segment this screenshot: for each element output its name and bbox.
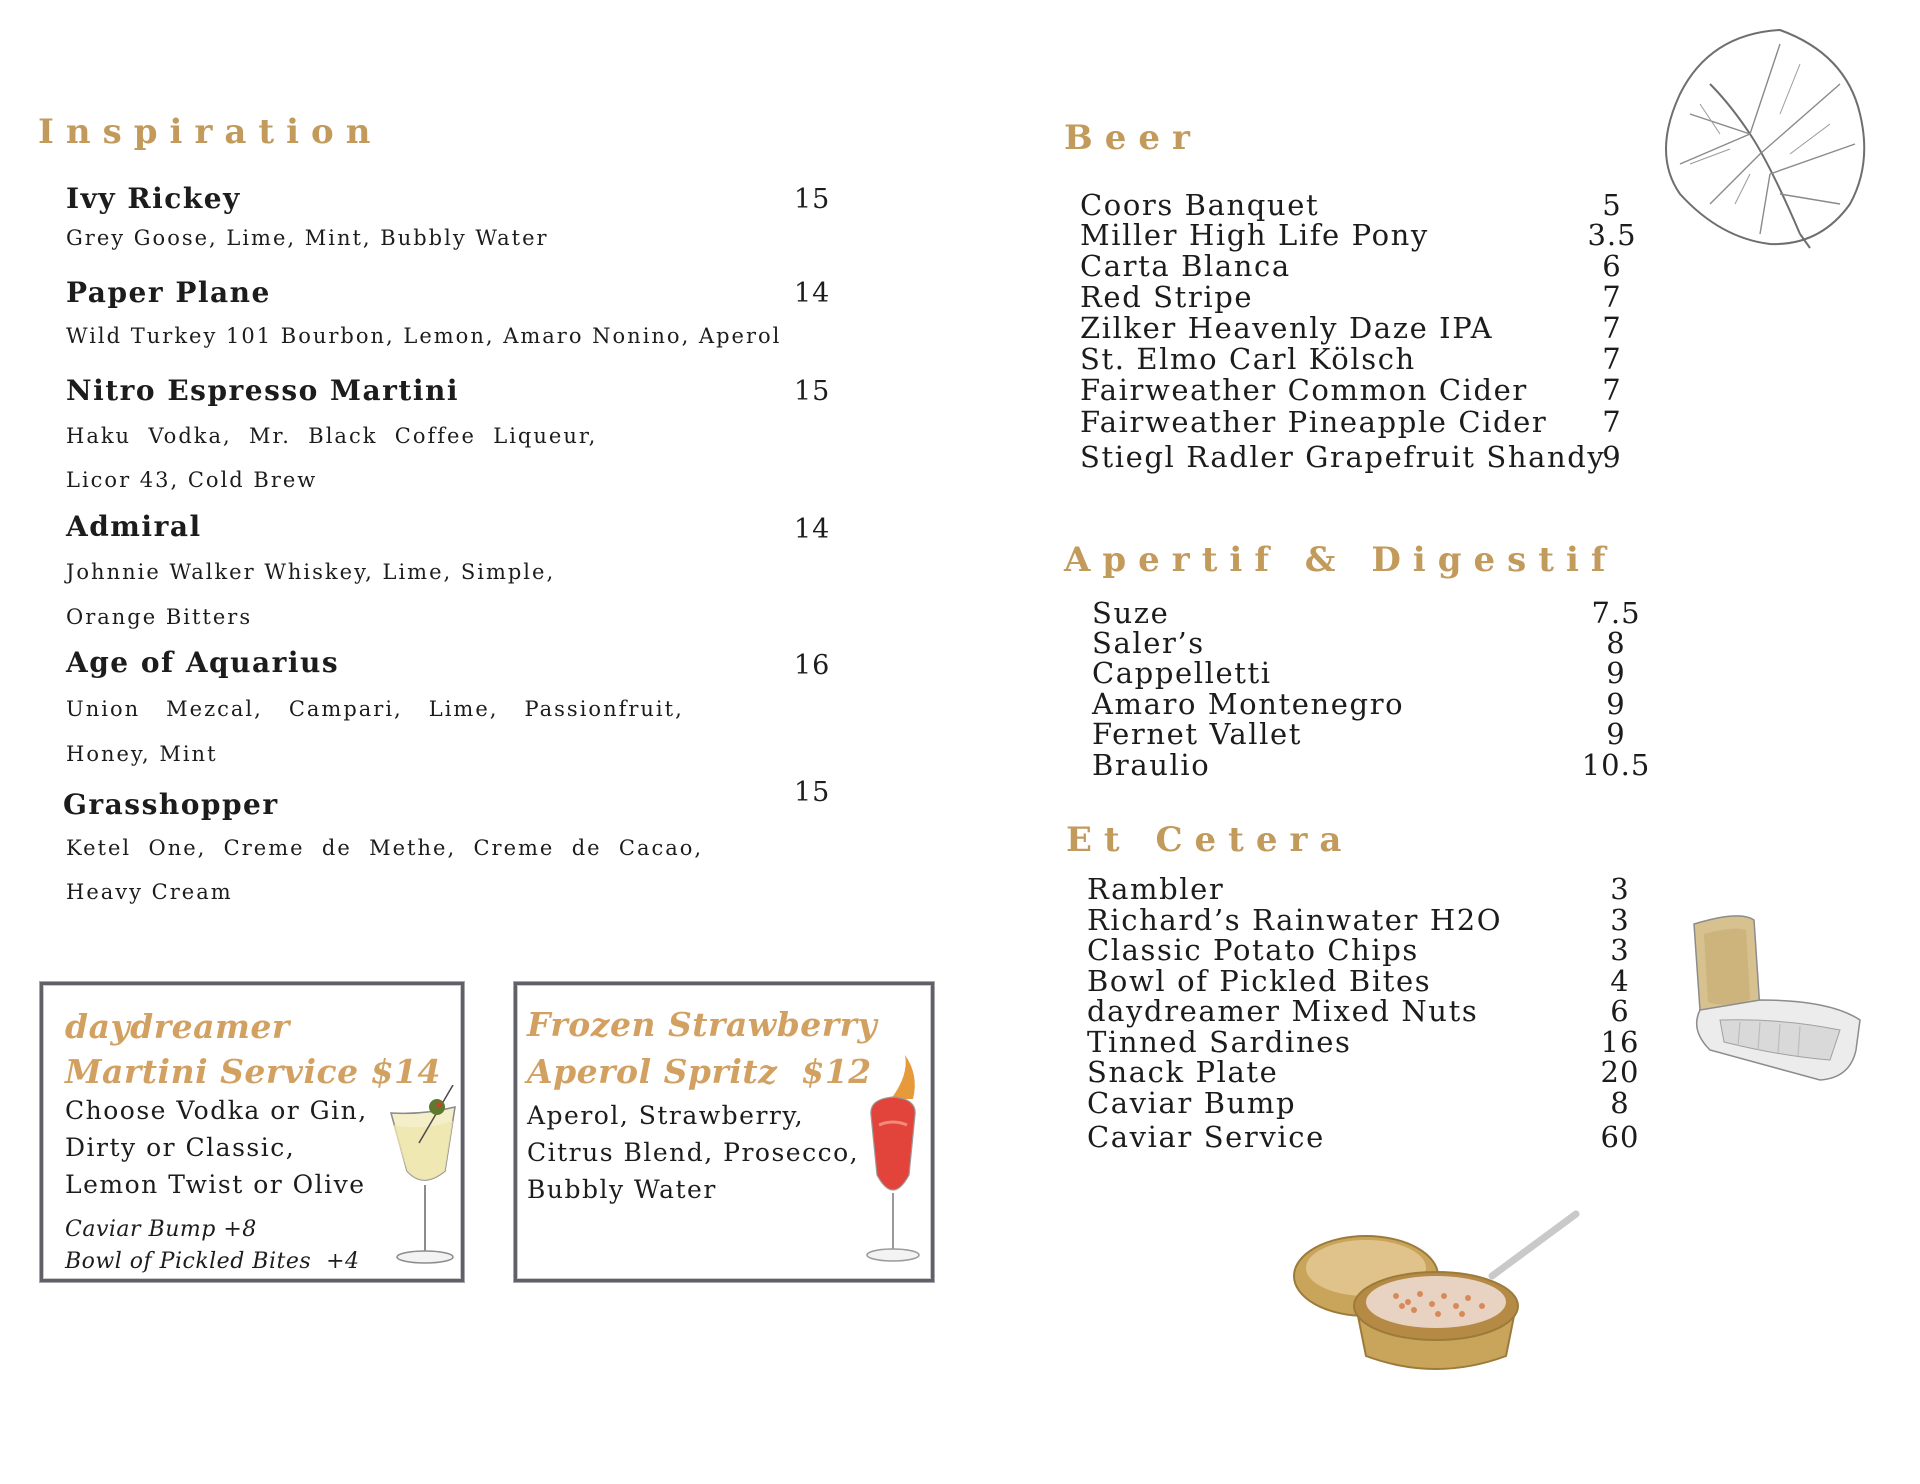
apertif-item-name: Amaro Montenegro bbox=[1092, 687, 1405, 721]
box-title: Aperol Spritz $12 bbox=[527, 1052, 872, 1091]
beer-item-name: Coors Banquet bbox=[1080, 188, 1320, 222]
etcetera-item-name: Richard’s Rainwater H2O bbox=[1087, 903, 1503, 937]
apertif-item-price: 8 bbox=[1606, 626, 1626, 660]
beer-item-name: Red Stripe bbox=[1080, 280, 1254, 314]
cocktail-name: Nitro Espresso Martini bbox=[66, 374, 459, 407]
apertif-item-price: 10.5 bbox=[1581, 748, 1651, 782]
etcetera-item-price: 20 bbox=[1600, 1055, 1640, 1089]
cocktail-description: Licor 43, Cold Brew bbox=[66, 468, 318, 492]
beer-item-price: 7 bbox=[1602, 342, 1622, 376]
sardine-tin-icon bbox=[1680, 900, 1880, 1100]
cocktail-description: Johnnie Walker Whiskey, Lime, Simple, bbox=[66, 560, 556, 584]
box-text: Aperol, Strawberry, bbox=[527, 1101, 805, 1130]
box-addon: Bowl of Pickled Bites +4 bbox=[65, 1249, 360, 1274]
cocktail-price: 14 bbox=[794, 278, 831, 309]
cocktail-price: 16 bbox=[794, 650, 831, 681]
caviar-tin-icon bbox=[1286, 1206, 1586, 1376]
monstera-leaf-icon bbox=[1650, 24, 1870, 254]
spritz-glass-icon bbox=[853, 1055, 933, 1275]
beer-item-price: 9 bbox=[1602, 440, 1622, 474]
cocktail-name: Grasshopper bbox=[63, 788, 279, 821]
apertif-item-name: Suze bbox=[1092, 596, 1170, 630]
cocktail-price: 15 bbox=[794, 376, 831, 407]
martini-service-box bbox=[40, 982, 464, 1282]
cocktail-description: Honey, Mint bbox=[66, 742, 218, 766]
etcetera-item-name: Caviar Bump bbox=[1087, 1086, 1297, 1120]
beer-item-name: Zilker Heavenly Daze IPA bbox=[1080, 311, 1494, 345]
apertif-item-name: Saler’s bbox=[1092, 626, 1205, 660]
box-text: Lemon Twist or Olive bbox=[65, 1170, 366, 1199]
etcetera-title: Et Cetera bbox=[1066, 820, 1354, 860]
beer-item-price: 7 bbox=[1602, 405, 1622, 439]
apertif-item-price: 7.5 bbox=[1591, 596, 1641, 630]
box-addon: Caviar Bump +8 bbox=[65, 1217, 257, 1242]
etcetera-item-name: Rambler bbox=[1087, 872, 1225, 906]
cocktail-name: Paper Plane bbox=[66, 276, 271, 309]
etcetera-item-price: 3 bbox=[1610, 933, 1630, 967]
etcetera-item-price: 6 bbox=[1610, 994, 1630, 1028]
beer-item-price: 5 bbox=[1602, 188, 1622, 222]
etcetera-item-price: 60 bbox=[1600, 1120, 1640, 1154]
cocktail-name: Admiral bbox=[66, 510, 202, 543]
etcetera-item-name: daydreamer Mixed Nuts bbox=[1087, 994, 1479, 1028]
etcetera-item-price: 4 bbox=[1610, 964, 1630, 998]
apertif-title: Apertif & Digestif bbox=[1064, 540, 1618, 580]
beer-item-price: 3.5 bbox=[1587, 218, 1637, 252]
box-text: Dirty or Classic, bbox=[65, 1133, 296, 1162]
beer-item-price: 7 bbox=[1602, 311, 1622, 345]
apertif-item-name: Braulio bbox=[1092, 748, 1211, 782]
cocktail-description: Orange Bitters bbox=[66, 605, 253, 629]
apertif-item-name: Fernet Vallet bbox=[1092, 717, 1303, 751]
beer-item-name: Miller High Life Pony bbox=[1080, 218, 1429, 252]
etcetera-item-name: Classic Potato Chips bbox=[1087, 933, 1419, 967]
inspiration-title: Inspiration bbox=[38, 112, 383, 152]
etcetera-item-price: 3 bbox=[1610, 903, 1630, 937]
cocktail-description: Ketel One, Creme de Methe, Creme de Cacao, bbox=[66, 836, 704, 860]
apertif-item-price: 9 bbox=[1606, 687, 1626, 721]
box-title: Martini Service $14 bbox=[65, 1052, 441, 1091]
etcetera-item-name: Bowl of Pickled Bites bbox=[1087, 964, 1432, 998]
etcetera-item-price: 3 bbox=[1610, 872, 1630, 906]
etcetera-item-name: Tinned Sardines bbox=[1087, 1025, 1352, 1059]
etcetera-item-name: Caviar Service bbox=[1087, 1120, 1325, 1154]
beer-item-name: St. Elmo Carl Kölsch bbox=[1080, 342, 1416, 376]
etcetera-item-price: 16 bbox=[1600, 1025, 1640, 1059]
cocktail-description: Heavy Cream bbox=[66, 880, 233, 904]
frozen-spritz-box bbox=[514, 982, 934, 1282]
beer-item-name: Fairweather Common Cider bbox=[1080, 373, 1528, 407]
cocktail-description: Haku Vodka, Mr. Black Coffee Liqueur, bbox=[66, 424, 598, 448]
cocktail-description: Grey Goose, Lime, Mint, Bubbly Water bbox=[66, 226, 549, 250]
apertif-item-name: Cappelletti bbox=[1092, 656, 1272, 690]
apertif-item-price: 9 bbox=[1606, 656, 1626, 690]
beer-item-price: 7 bbox=[1602, 373, 1622, 407]
cocktail-description: Wild Turkey 101 Bourbon, Lemon, Amaro Nonino, Aperol bbox=[66, 324, 782, 348]
box-text: Bubbly Water bbox=[527, 1175, 717, 1204]
etcetera-item-price: 8 bbox=[1610, 1086, 1630, 1120]
cocktail-name: Age of Aquarius bbox=[66, 646, 340, 679]
apertif-item-price: 9 bbox=[1606, 717, 1626, 751]
box-text: Citrus Blend, Prosecco, bbox=[527, 1138, 860, 1167]
cocktail-price: 15 bbox=[794, 777, 831, 808]
cocktail-price: 14 bbox=[794, 514, 831, 545]
beer-item-name: Fairweather Pineapple Cider bbox=[1080, 405, 1548, 439]
beer-item-name: Carta Blanca bbox=[1080, 249, 1291, 283]
martini-glass-icon bbox=[383, 1085, 463, 1275]
beer-item-price: 6 bbox=[1602, 249, 1622, 283]
beer-title: Beer bbox=[1064, 118, 1202, 158]
beer-item-price: 7 bbox=[1602, 280, 1622, 314]
box-title: daydreamer bbox=[65, 1007, 290, 1046]
cocktail-description: Union Mezcal, Campari, Lime, Passionfruit, bbox=[66, 697, 684, 721]
cocktail-name: Ivy Rickey bbox=[66, 182, 241, 215]
cocktail-price: 15 bbox=[794, 184, 831, 215]
etcetera-item-name: Snack Plate bbox=[1087, 1055, 1279, 1089]
beer-item-name: Stiegl Radler Grapefruit Shandy bbox=[1080, 440, 1606, 474]
box-text: Choose Vodka or Gin, bbox=[65, 1096, 368, 1125]
box-title: Frozen Strawberry bbox=[527, 1005, 878, 1044]
